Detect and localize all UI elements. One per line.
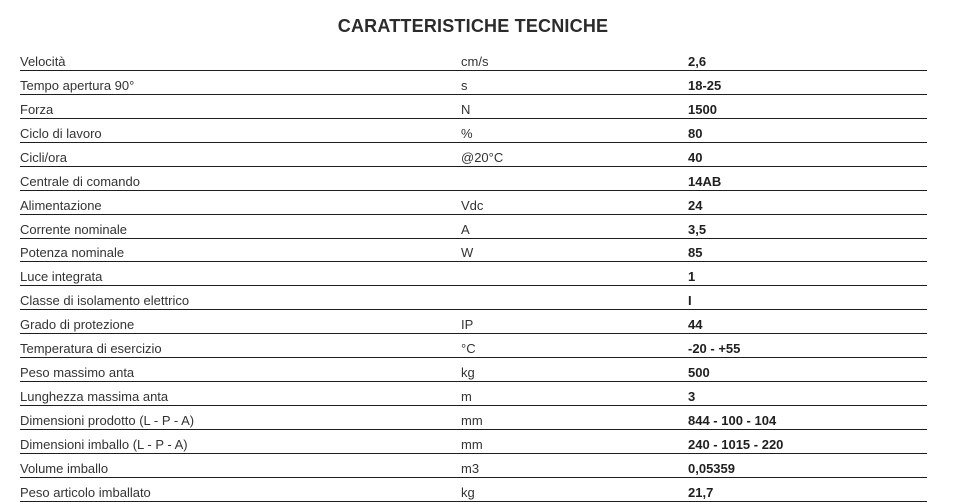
spec-value: 2,6: [688, 47, 927, 70]
spec-unit: A: [461, 214, 688, 238]
spec-unit: °C: [461, 334, 688, 358]
spec-value: 3: [688, 382, 927, 406]
spec-label: Cicli/ora: [20, 142, 461, 166]
spec-label: Luce integrata: [20, 262, 461, 286]
spec-label: Lunghezza massima anta: [20, 382, 461, 406]
table-row: [20, 214, 927, 238]
spec-table: [20, 47, 927, 502]
spec-value: 14AB: [688, 166, 927, 190]
spec-value: 85: [688, 238, 927, 262]
spec-label: Dimensioni prodotto (L - P - A): [20, 406, 461, 430]
spec-value: I: [688, 286, 927, 310]
table-row: [20, 286, 927, 310]
spec-unit: %: [461, 118, 688, 142]
spec-label: Potenza nominale: [20, 238, 461, 262]
table-row: [20, 118, 927, 142]
spec-unit: [461, 262, 688, 286]
spec-label: Tempo apertura 90°: [20, 70, 461, 94]
spec-value: 44: [688, 310, 927, 334]
spec-label: Centrale di comando: [20, 166, 461, 190]
spec-value: 240 - 1015 - 220: [688, 430, 927, 454]
spec-unit: Vdc: [461, 190, 688, 214]
spec-unit: [461, 286, 688, 310]
spec-label: Ciclo di lavoro: [20, 118, 461, 142]
table-row: [20, 453, 927, 477]
spec-label: Corrente nominale: [20, 214, 461, 238]
table-row: [20, 94, 927, 118]
table-row: [20, 262, 927, 286]
spec-value: 1: [688, 262, 927, 286]
spec-unit: m3: [461, 453, 688, 477]
spec-value: 500: [688, 358, 927, 382]
spec-unit: mm: [461, 406, 688, 430]
spec-label: Forza: [20, 94, 461, 118]
spec-value: 21,7: [688, 477, 927, 501]
spec-unit: W: [461, 238, 688, 262]
spec-label: Volume imballo: [20, 453, 461, 477]
spec-unit: [461, 166, 688, 190]
spec-value: 1500: [688, 94, 927, 118]
spec-value: -20 - +55: [688, 334, 927, 358]
table-row: [20, 358, 927, 382]
spec-label: Grado di protezione: [20, 310, 461, 334]
table-row: [20, 238, 927, 262]
table-row: [20, 70, 927, 94]
table-row: [20, 190, 927, 214]
spec-label: Peso articolo imballato: [20, 477, 461, 501]
spec-unit: kg: [461, 477, 688, 501]
spec-label: Velocità: [20, 47, 461, 70]
table-row: [20, 142, 927, 166]
spec-unit: m: [461, 382, 688, 406]
table-row: [20, 477, 927, 501]
spec-value: 18-25: [688, 70, 927, 94]
spec-value: 0,05359: [688, 453, 927, 477]
page-title: CARATTERISTICHE TECNICHE: [337, 16, 609, 36]
table-row: [20, 334, 927, 358]
spec-unit: cm/s: [461, 47, 688, 70]
table-row: [20, 310, 927, 334]
spec-unit: mm: [461, 430, 688, 454]
spec-value: 24: [688, 190, 927, 214]
spec-value: 80: [688, 118, 927, 142]
spec-table-body: [20, 47, 927, 501]
table-row: [20, 47, 927, 70]
table-row: [20, 166, 927, 190]
spec-unit: N: [461, 94, 688, 118]
table-row: [20, 406, 927, 430]
spec-label: Temperatura di esercizio: [20, 334, 461, 358]
spec-label: Dimensioni imballo (L - P - A): [20, 430, 461, 454]
spec-value: 844 - 100 - 104: [688, 406, 927, 430]
spec-unit: IP: [461, 310, 688, 334]
spec-value: 40: [688, 142, 927, 166]
spec-label: Classe di isolamento elettrico: [20, 286, 461, 310]
spec-label: Peso massimo anta: [20, 358, 461, 382]
spec-value: 3,5: [688, 214, 927, 238]
table-row: [20, 382, 927, 406]
spec-unit: s: [461, 70, 688, 94]
spec-label: Alimentazione: [20, 190, 461, 214]
spec-unit: kg: [461, 358, 688, 382]
table-row: [20, 430, 927, 454]
spec-unit: @20°C: [461, 142, 688, 166]
